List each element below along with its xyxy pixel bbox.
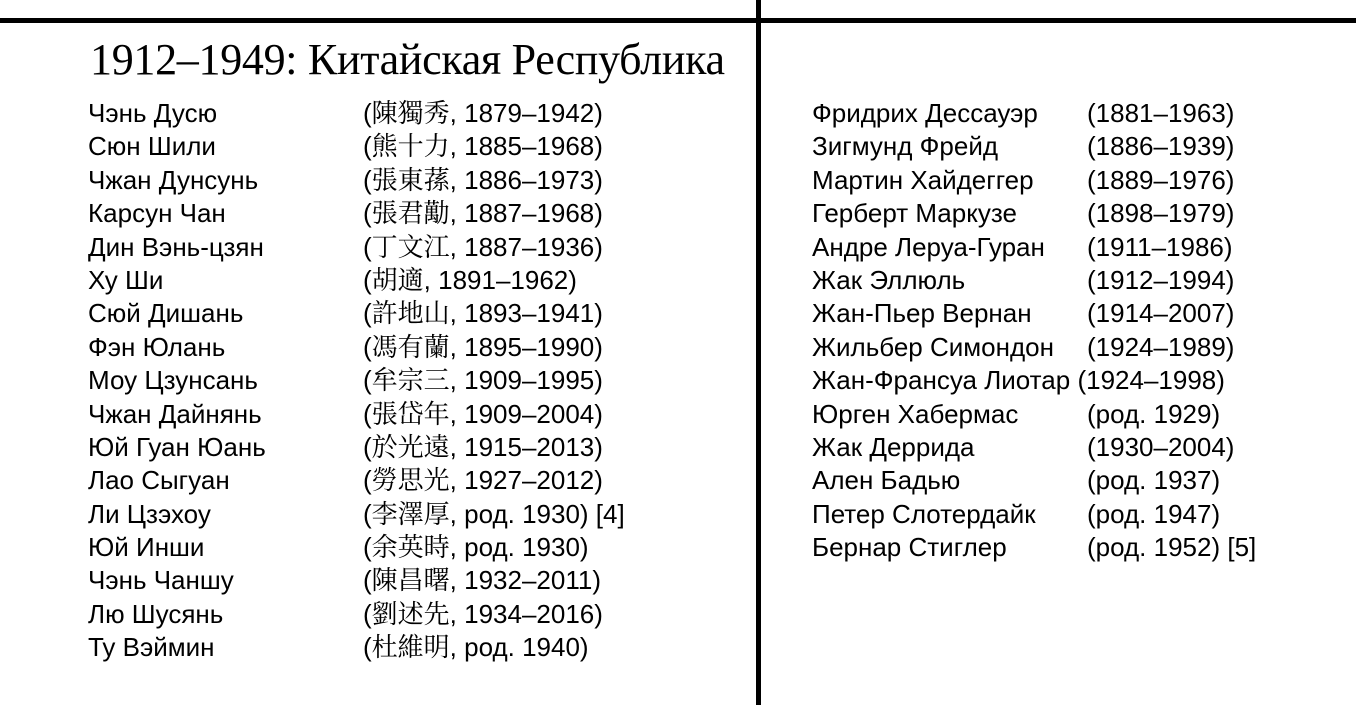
list-item — [88, 498, 748, 531]
person-name: Чжан Дайнянь — [88, 398, 262, 429]
person-dates: (張岱年, 1909–2004) — [363, 398, 603, 429]
list-item — [88, 364, 748, 397]
person-dates: (陳昌曙, 1932–2011) — [363, 565, 601, 596]
western-philosophers-list — [812, 97, 1352, 564]
list-item — [88, 130, 748, 163]
person-name: Моу Цзунсань — [88, 365, 258, 396]
person-dates: (張東蓀, 1886–1973) — [363, 164, 603, 195]
person-name: Андре Леруа-Гуран — [812, 231, 1045, 262]
list-item — [88, 598, 748, 631]
list-item — [88, 197, 748, 230]
person-name: Ху Ши — [88, 264, 164, 295]
list-item — [812, 130, 1352, 163]
person-dates: (丁文江, 1887–1936) — [363, 231, 603, 262]
top-rule — [0, 18, 1356, 23]
list-item — [88, 264, 748, 297]
person-dates: (余英時, род. 1930) — [363, 532, 589, 563]
person-name: Юрген Хабермас — [812, 398, 1019, 429]
person-name: Фэн Юлань — [88, 331, 226, 362]
person-name: Сюн Шили — [88, 131, 216, 162]
person-name: Лао Сыгуан — [88, 465, 230, 496]
person-name: Петер Слотердайк — [812, 498, 1036, 529]
chinese-philosophers-list — [88, 97, 748, 665]
list-item — [812, 197, 1352, 230]
person-name: Чэнь Дусю — [88, 98, 218, 128]
person-dates: (1912–1994) — [1087, 264, 1235, 295]
list-item — [88, 531, 748, 564]
person-dates: (род. 1952) [5] — [1087, 532, 1257, 563]
person-name: Ли Цзэхоу — [88, 498, 211, 529]
person-dates: (1911–1986) — [1087, 231, 1233, 262]
list-item — [88, 231, 748, 264]
column-divider — [756, 0, 761, 705]
list-item — [812, 97, 1352, 130]
person-name: Ален Бадью — [812, 465, 961, 496]
list-item — [812, 231, 1352, 264]
person-dates: (許地山, 1893–1941) — [363, 298, 603, 329]
list-item — [812, 164, 1352, 197]
person-name: Фридрих Дессауэр — [812, 98, 1038, 128]
person-dates: (род. 1937) — [1087, 465, 1221, 496]
list-item — [88, 464, 748, 497]
person-dates: (李澤厚, род. 1930) [4] — [363, 498, 625, 529]
person-name: Зигмунд Фрейд — [812, 131, 999, 162]
person-dates: (1881–1963) — [1087, 98, 1235, 128]
list-item — [812, 331, 1352, 364]
person-name: Ту Вэймин — [88, 632, 215, 663]
list-item — [88, 431, 748, 464]
list-item — [88, 564, 748, 597]
person-name: Дин Вэнь-цзян — [88, 231, 264, 262]
person-dates: (杜維明, род. 1940) — [363, 632, 589, 663]
person-dates: (於光遠, 1915–2013) — [363, 431, 603, 462]
person-dates: (張君勱, 1887–1968) — [363, 198, 603, 229]
list-item — [88, 297, 748, 330]
list-item — [88, 331, 748, 364]
person-name: Чжан Дунсунь — [88, 164, 259, 195]
list-item — [812, 297, 1352, 330]
person-name: Юй Гуан Юань — [88, 431, 266, 462]
list-item — [88, 398, 748, 431]
person-name: Жак Эллюль — [812, 264, 966, 295]
person-dates: (1898–1979) — [1087, 198, 1235, 229]
list-item — [812, 264, 1352, 297]
person-name: Бернар Стиглер — [812, 532, 1007, 563]
person-dates: (牟宗三, 1909–1995) — [363, 365, 603, 396]
person-name: Жак Деррида — [812, 431, 975, 462]
person-dates: (1886–1939) — [1087, 131, 1235, 162]
list-item — [88, 164, 748, 197]
person-dates: (劉述先, 1934–2016) — [363, 598, 603, 629]
person-name: Карсун Чан — [88, 198, 226, 229]
person-dates: (熊十力, 1885–1968) — [363, 131, 603, 162]
person-name: Лю Шусянь — [88, 598, 224, 629]
list-item — [812, 431, 1352, 464]
person-dates: (勞思光, 1927–2012) — [363, 465, 603, 496]
person-name: Чэнь Чаншу — [88, 565, 234, 596]
person-name: Сюй Дишань — [88, 298, 244, 329]
person-name: Жан-Пьер Вернан — [812, 298, 1032, 329]
person-dates: (馮有蘭, 1895–1990) — [363, 331, 603, 362]
list-item — [812, 398, 1352, 431]
list-item — [88, 631, 748, 664]
list-item — [812, 498, 1352, 531]
person-name: Жильбер Симондон — [812, 331, 1054, 362]
person-dates: (род. 1929) — [1087, 398, 1221, 429]
person-name: Герберт Маркузе — [812, 198, 1017, 229]
list-item — [88, 97, 748, 130]
list-item — [812, 531, 1352, 564]
person-dates: (род. 1947) — [1087, 498, 1221, 529]
list-item — [812, 364, 1352, 397]
person-dates: (1889–1976) — [1087, 164, 1235, 195]
list-item — [812, 464, 1352, 497]
person-dates: (1914–2007) — [1087, 298, 1235, 329]
person-name: Юй Инши — [88, 532, 205, 563]
person-dates: (1930–2004) — [1087, 431, 1235, 462]
person-dates: (胡適, 1891–1962) — [363, 264, 577, 295]
person-entry: Жан-Франсуа Лиотар (1924–1998) — [812, 365, 1225, 396]
person-dates: (1924–1989) — [1087, 331, 1235, 362]
person-name: Мартин Хайдеггер — [812, 164, 1034, 195]
section-title: 1912–1949: Китайская Республика — [90, 35, 725, 84]
person-dates: (陳獨秀, 1879–1942) — [363, 98, 603, 128]
